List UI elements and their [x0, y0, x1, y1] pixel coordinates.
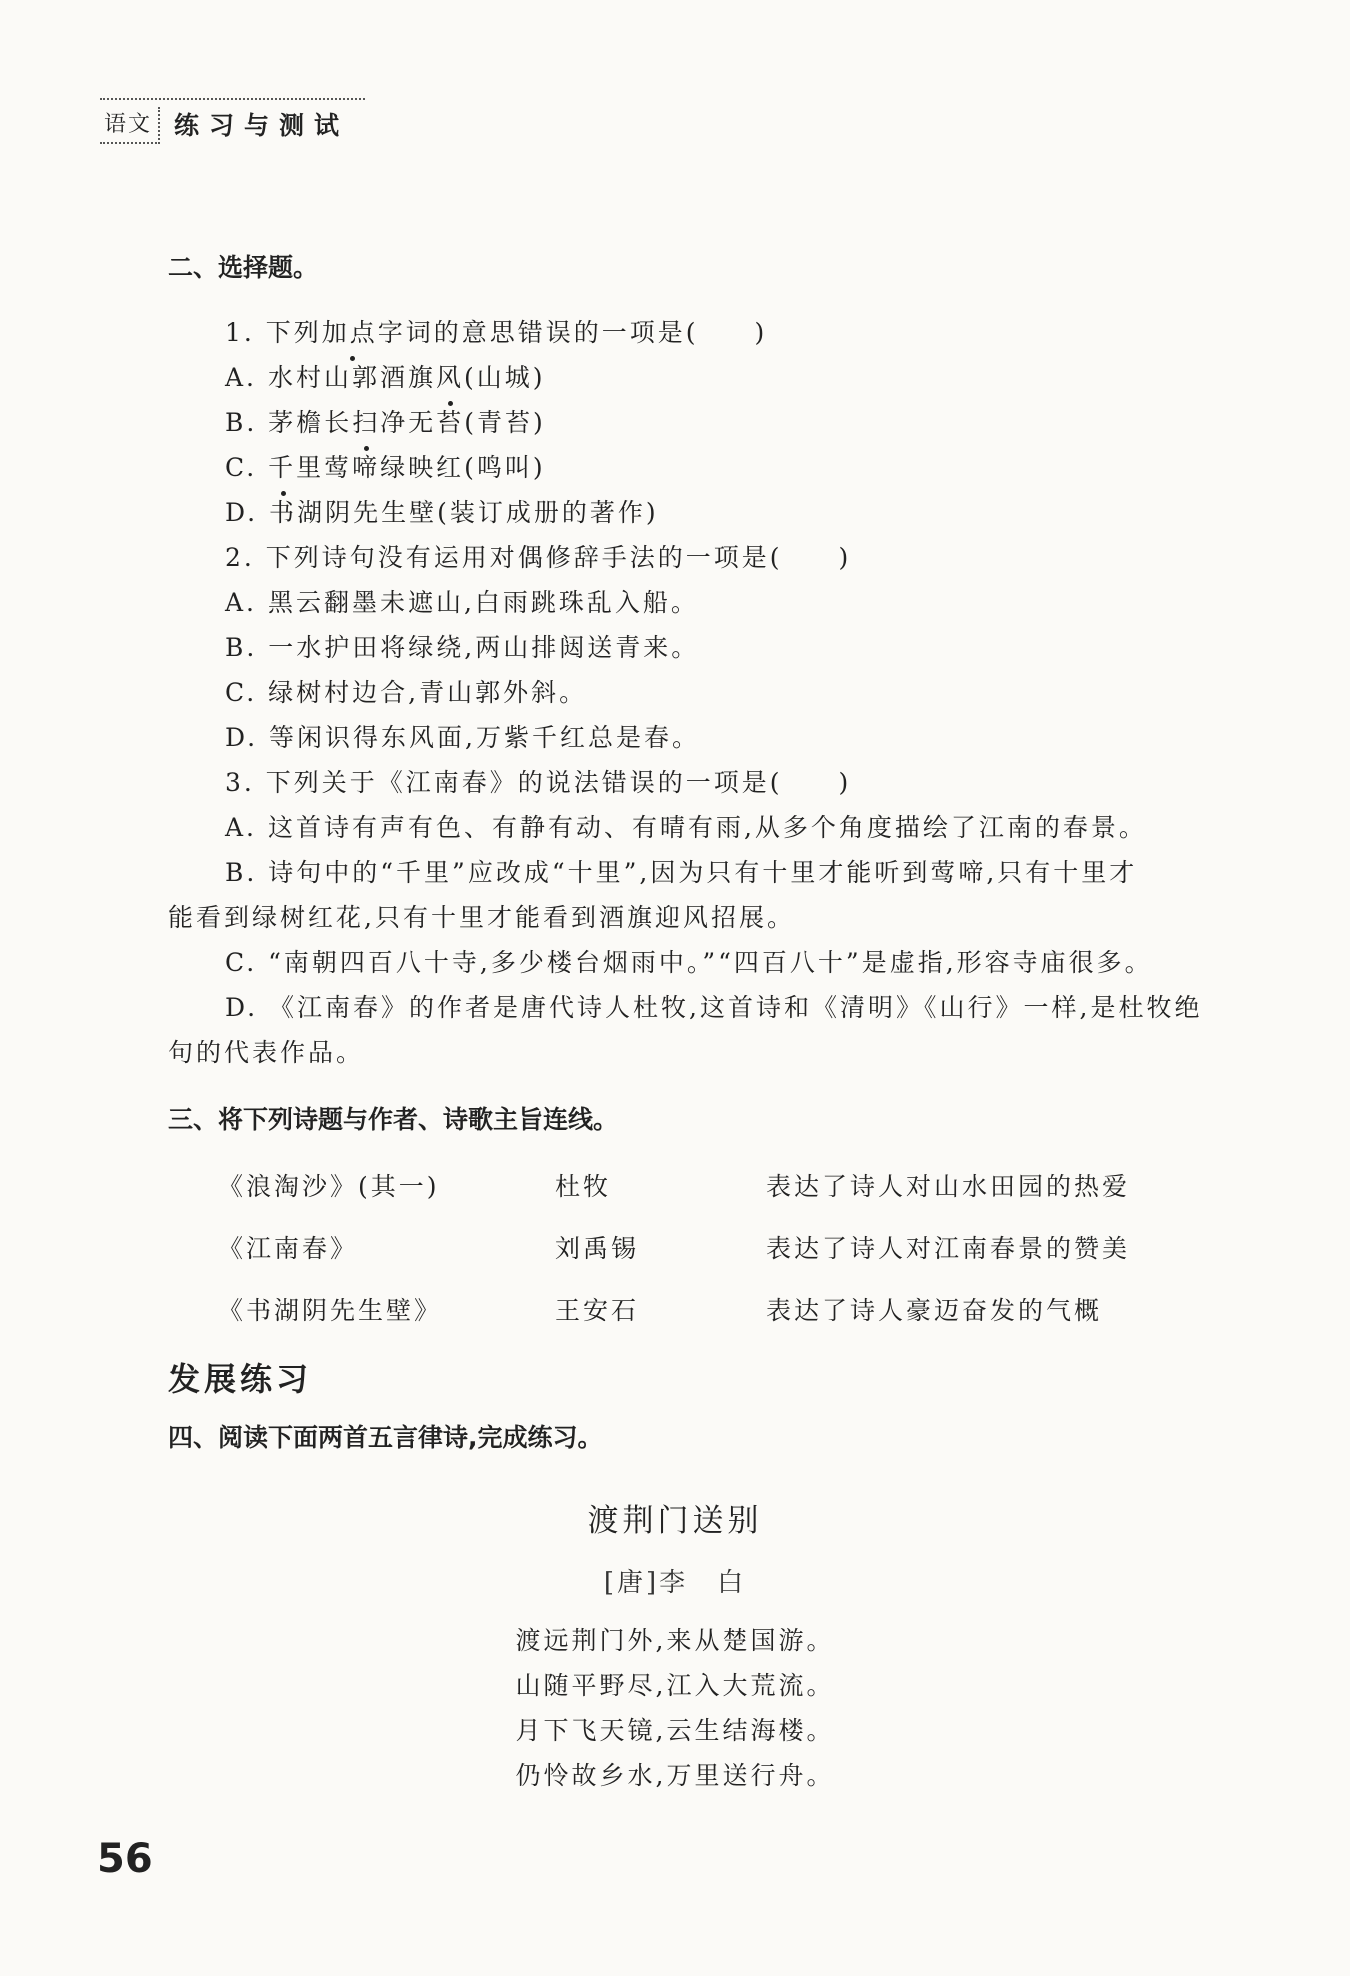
book-title: 练习与测试 — [174, 111, 350, 140]
page-number: 56 — [97, 1836, 153, 1882]
theme-item: 表达了诗人豪迈奋发的气概 — [766, 1296, 1103, 1325]
poem-title-item: 《浪淘沙》(其一) — [218, 1172, 440, 1201]
development-heading: 发展练习 — [168, 1360, 313, 1398]
section-heading-choice: 二、选择题。 — [168, 253, 319, 282]
page-header — [100, 98, 365, 144]
question-3-option-d-cont: 句的代表作品。 — [168, 1038, 365, 1067]
author-item: 杜牧 — [555, 1172, 612, 1201]
question-3-option-d: D. 《江南春》的作者是唐代诗人杜牧,这首诗和《清明》《山行》一样,是杜牧绝 — [225, 993, 1203, 1022]
question-3-stem: 3. 下列关于《江南春》的说法错误的一项是( ) — [225, 768, 852, 797]
dotted-word: 书 — [269, 498, 298, 527]
question-1-option-c: C. 千里莺啼绿映红(鸣叫) — [225, 453, 546, 482]
poem-line: 月下飞天镜,云生结海楼。 — [515, 1716, 835, 1745]
question-2-option-b: B. 一水护田将绿绕,两山排闼送青来。 — [225, 633, 700, 662]
poem-author: [唐]李 白 — [603, 1568, 747, 1598]
question-2-option-a: A. 黑云翻墨未遮山,白雨跳珠乱入船。 — [225, 588, 699, 617]
author-item: 王安石 — [555, 1296, 640, 1325]
question-1-option-b: B. 茅檐长扫净无苔(青苔) — [225, 408, 546, 437]
question-3-option-c: C. “南朝四百八十寺,多少楼台烟雨中。”“四百八十”是虚指,形容寺庙很多。 — [225, 948, 1153, 977]
theme-item: 表达了诗人对江南春景的赞美 — [766, 1234, 1131, 1263]
poem-title: 渡荆门送别 — [587, 1503, 763, 1539]
dotted-word: 苔 — [436, 408, 465, 437]
dotted-word: 山郭 — [323, 363, 380, 392]
poem-line: 仍怜故乡水,万里送行舟。 — [515, 1761, 835, 1790]
subject-label: 语文 — [100, 107, 160, 144]
question-3-option-b: B. 诗句中的“千里”应改成“十里”,因为只有十里才能听到莺啼,只有十里才 — [225, 858, 1138, 887]
section-heading-reading: 四、阅读下面两首五言律诗,完成练习。 — [168, 1423, 603, 1452]
question-2-option-c: C. 绿树村边合,青山郭外斜。 — [225, 678, 588, 707]
question-2-stem: 2. 下列诗句没有运用对偶修辞手法的一项是( ) — [225, 543, 852, 572]
dotted-word: 啼 — [352, 453, 381, 482]
author-item: 刘禹锡 — [555, 1234, 640, 1263]
question-1-stem: 1. 下列加点字词的意思错误的一项是( ) — [225, 318, 768, 347]
question-1-option-d: D. 书湖阴先生壁(装订成册的著作) — [225, 498, 659, 527]
question-1-option-a: A. 水村山郭酒旗风(山城) — [225, 363, 546, 392]
poem-line: 渡远荆门外,来从楚国游。 — [515, 1626, 835, 1655]
section-heading-matching: 三、将下列诗题与作者、诗歌主旨连线。 — [168, 1105, 619, 1134]
question-3-option-a: A. 这首诗有声有色、有静有动、有晴有雨,从多个角度描绘了江南的春景。 — [225, 813, 1147, 842]
theme-item: 表达了诗人对山水田园的热爱 — [766, 1172, 1131, 1201]
poem-title-item: 《书湖阴先生壁》 — [218, 1296, 443, 1325]
poem-title-item: 《江南春》 — [218, 1234, 359, 1263]
poem-line: 山随平野尽,江入大荒流。 — [515, 1671, 835, 1700]
question-2-option-d: D. 等闲识得东风面,万紫千红总是春。 — [225, 723, 700, 752]
question-3-option-b-cont: 能看到绿树红花,只有十里才能看到酒旗迎风招展。 — [168, 903, 795, 932]
